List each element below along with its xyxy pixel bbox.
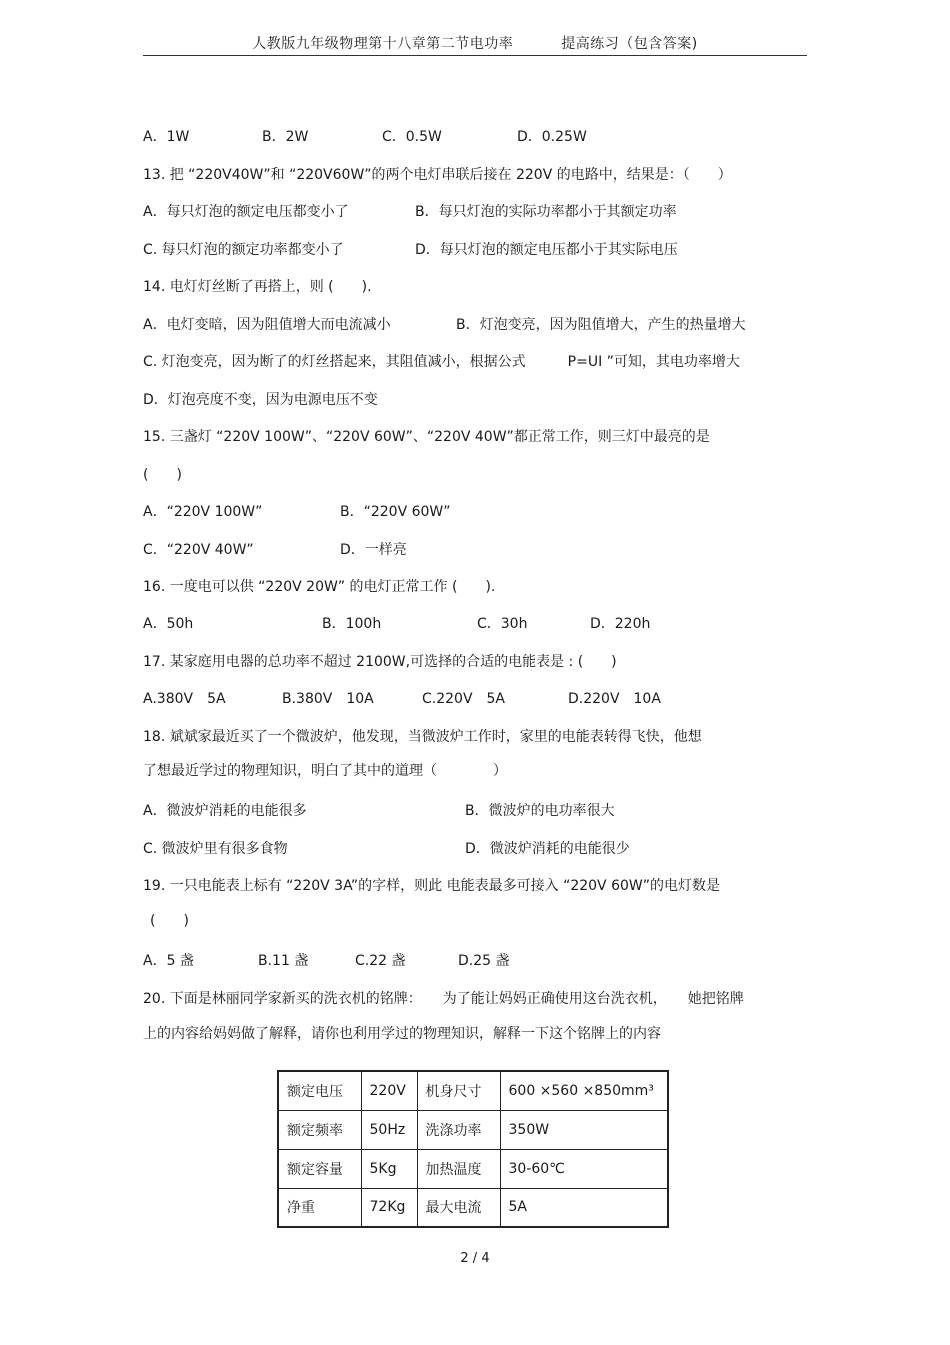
table-cell: 30-60℃ bbox=[500, 1149, 668, 1188]
table-row bbox=[278, 1149, 668, 1188]
table-cell: 220V bbox=[361, 1071, 417, 1110]
q16-option-c: C．30h bbox=[477, 616, 528, 632]
q18-option-d: D．微波炉消耗的电能很少 bbox=[465, 841, 630, 857]
q15-option-c: C．“220V 40W” bbox=[143, 542, 254, 558]
q15-option-d: D．一样亮 bbox=[340, 542, 407, 558]
q13-stem: 13. 把 “220V40W”和 “220V60W”的两个电灯串联后接在 220V 的电路中，结果是：（ ） bbox=[143, 167, 732, 183]
page-number: 2 / 4 bbox=[460, 1251, 490, 1266]
table-cell: 50Hz bbox=[361, 1110, 417, 1149]
q16-stem: 16. 一度电可以供 “220V 20W” 的电灯正常工作 ( ). bbox=[143, 579, 496, 595]
q18-stem: 18. 斌斌家最近买了一个微波炉，他发现，当微波炉工作时，家里的电能表转得飞快，他想 bbox=[143, 729, 702, 745]
q15-option-a: A．“220V 100W” bbox=[143, 504, 263, 520]
table-cell: 净重 bbox=[278, 1188, 361, 1227]
q15-option-b: B．“220V 60W” bbox=[340, 504, 451, 520]
q18-option-b: B．微波炉的电功率很大 bbox=[465, 803, 615, 819]
q17-stem: 17. 某家庭用电器的总功率不超过 2100W,可选择的合适的电能表是 : ( ) bbox=[143, 654, 617, 670]
table-cell: 额定频率 bbox=[278, 1110, 361, 1149]
q12-option-b: B．2W bbox=[262, 129, 309, 145]
q16-option-a: A．50h bbox=[143, 616, 194, 632]
header-rule bbox=[143, 55, 807, 56]
q14-stem: 14. 电灯灯丝断了再搭上，则 ( ). bbox=[143, 279, 372, 295]
page-header bbox=[0, 33, 950, 53]
q16-option-b: B．100h bbox=[322, 616, 382, 632]
header-title: 人教版九年级物理第十八章第二节电功率 bbox=[252, 36, 514, 52]
q16-option-d: D．220h bbox=[590, 616, 651, 632]
q15-stem: 15. 三盏灯 “220V 100W”、“220V 60W”、“220V 40W”都正常工作，则三灯中最亮的是 bbox=[143, 429, 710, 445]
q15-blank: ( ) bbox=[143, 467, 182, 483]
q17-option-a: A.380V 5A bbox=[143, 691, 226, 707]
table-cell: 机身尺寸 bbox=[417, 1071, 500, 1110]
q13-option-d: D．每只灯泡的额定电压都小于其实际电压 bbox=[415, 242, 678, 258]
q19-option-c: C.22 盏 bbox=[355, 953, 406, 969]
table-cell: 72Kg bbox=[361, 1188, 417, 1227]
table-row bbox=[278, 1110, 668, 1149]
q17-option-b: B.380V 10A bbox=[282, 691, 374, 707]
q14-option-b: B．灯泡变亮，因为阻值增大，产生的热量增大 bbox=[456, 317, 746, 333]
q19-blank: ( ) bbox=[150, 913, 189, 929]
table-cell: 额定电压 bbox=[278, 1071, 361, 1110]
q20-stem: 20. 下面是林丽同学家新买的洗衣机的铭牌： 为了能让妈妈正确使用这台洗衣机， 她把铭牌 bbox=[143, 991, 744, 1007]
table-cell: 额定容量 bbox=[278, 1149, 361, 1188]
q18-option-a: A．微波炉消耗的电能很多 bbox=[143, 803, 307, 819]
q19-option-a: A．5 盏 bbox=[143, 953, 194, 969]
table-cell: 350W bbox=[500, 1110, 668, 1149]
q17-option-c: C.220V 5A bbox=[422, 691, 506, 707]
table-cell: 5Kg bbox=[361, 1149, 417, 1188]
washing-machine-nameplate bbox=[277, 1070, 669, 1228]
q12-option-a: A．1W bbox=[143, 129, 190, 145]
table-cell: 加热温度 bbox=[417, 1149, 500, 1188]
q13-option-c: C. 每只灯泡的额定功率都变小了 bbox=[143, 242, 344, 258]
q19-option-d: D.25 盏 bbox=[458, 953, 510, 969]
q13-option-a: A．每只灯泡的额定电压都变小了 bbox=[143, 204, 349, 220]
table-cell: 600 ×560 ×850mm³ bbox=[500, 1071, 668, 1110]
q14-option-c: C. 灯泡变亮，因为断了的灯丝搭起来，其阻值减小，根据公式 P=UI ”可知，其电功率增大 bbox=[143, 354, 740, 370]
q18-option-c: C. 微波炉里有很多食物 bbox=[143, 841, 288, 857]
table-cell: 5A bbox=[500, 1188, 668, 1227]
table-row bbox=[278, 1071, 668, 1110]
q19-option-b: B.11 盏 bbox=[258, 953, 309, 969]
q17-option-d: D.220V 10A bbox=[568, 691, 661, 707]
q18-stem-continued: 了想最近学过的物理知识，明白了其中的道理（ ） bbox=[143, 763, 507, 779]
q19-stem: 19. 一只电能表上标有 “220V 3A”的字样，则此 电能表最多可接入 “220V 60W”的电灯数是 bbox=[143, 878, 720, 894]
q14-option-a: A．电灯变暗，因为阻值增大而电流减小 bbox=[143, 317, 391, 333]
q20-stem-continued: 上的内容给妈妈做了解释，请你也利用学过的物理知识，解释一下这个铭牌上的内容 bbox=[143, 1026, 661, 1042]
table-row bbox=[278, 1188, 668, 1227]
q14-option-d: D．灯泡亮度不变，因为电源电压不变 bbox=[143, 392, 378, 408]
table-cell: 最大电流 bbox=[417, 1188, 500, 1227]
q12-option-d: D．0.25W bbox=[517, 129, 587, 145]
header-subtitle: 提高练习（包含答案) bbox=[561, 36, 698, 52]
q12-option-c: C．0.5W bbox=[382, 129, 442, 145]
q13-option-b: B．每只灯泡的实际功率都小于其额定功率 bbox=[415, 204, 677, 220]
table-cell: 洗涤功率 bbox=[417, 1110, 500, 1149]
